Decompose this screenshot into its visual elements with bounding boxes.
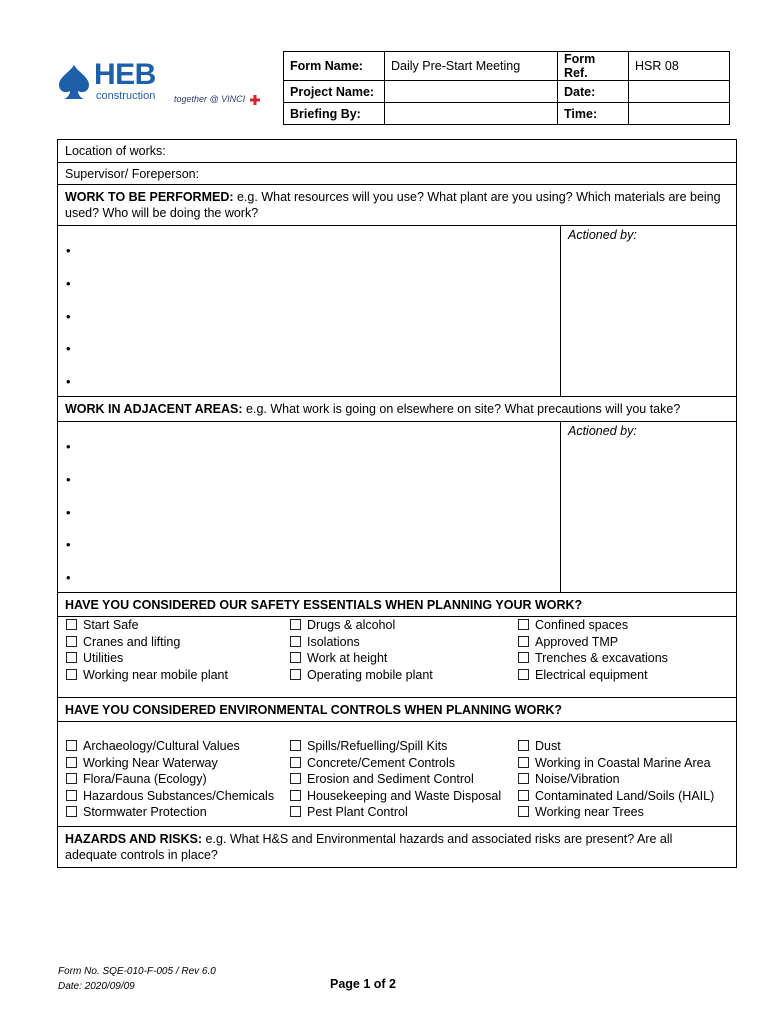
checklist-label: Erosion and Sediment Control [307, 772, 474, 786]
safety-header [58, 593, 736, 617]
checkbox[interactable] [518, 669, 529, 680]
checkbox[interactable] [66, 740, 77, 751]
checkbox[interactable] [66, 669, 77, 680]
checkbox[interactable] [66, 652, 77, 663]
spade-icon [58, 64, 90, 100]
checkbox[interactable] [66, 757, 77, 768]
checkbox[interactable] [66, 636, 77, 647]
checkbox[interactable] [518, 652, 529, 663]
checkbox[interactable] [518, 636, 529, 647]
environment-title: HAVE YOU CONSIDERED ENVIRONMENTAL CONTROLS WHEN PLANNING WORK? [65, 703, 563, 717]
header-table [283, 51, 730, 125]
checklist-label: Noise/Vibration [535, 772, 620, 786]
checklist-label: Dust [535, 739, 561, 753]
project-name-label: Project Name: [284, 81, 385, 103]
checklist-label: Utilities [83, 651, 124, 665]
checkbox[interactable] [290, 652, 301, 663]
checklist-label: Working Near Waterway [83, 755, 218, 770]
checklist-label: Archaeology/Cultural Values [83, 739, 240, 753]
checkbox[interactable] [290, 757, 301, 768]
checklist-item[interactable] [290, 634, 433, 651]
checklist-label: Isolations [307, 634, 360, 649]
work-performed-text [65, 189, 728, 221]
page-number: Page 1 of 2 [330, 977, 396, 991]
form-number: Form No. SQE-010-F-005 / Rev 6.0 [58, 966, 216, 977]
project-name-field[interactable] [385, 81, 558, 103]
checklist-label: Work at height [307, 651, 388, 665]
checklist-item[interactable] [66, 617, 228, 634]
checklist-item[interactable] [66, 634, 228, 651]
bullet-point[interactable]: • [66, 243, 71, 258]
adjacent-prompt: e.g. What work is going on elsewhere on site? What precautions will you take? [242, 402, 681, 416]
form-name-value: Daily Pre-Start Meeting [385, 52, 558, 81]
checkbox[interactable] [518, 619, 529, 630]
checklist-label: Drugs & alcohol [307, 618, 396, 632]
column-divider [560, 226, 561, 396]
meeting-form [57, 139, 737, 868]
safety-checklist [58, 617, 736, 698]
time-field[interactable] [629, 103, 730, 125]
adjacent-header [58, 397, 736, 422]
checklist-label: Contaminated Land/Soils (HAIL) [535, 788, 715, 803]
hazards-prompt: e.g. What H&S and Environmental hazards and associated risks are present? Are all adequate controls in place? [65, 832, 673, 862]
checklist-item[interactable] [518, 650, 668, 667]
checkbox[interactable] [518, 773, 529, 784]
checkbox[interactable] [518, 740, 529, 751]
logo-brand: HEB [94, 58, 156, 91]
briefing-by-label: Briefing By: [284, 103, 385, 125]
heb-logo [58, 60, 268, 110]
checklist-item[interactable] [66, 788, 274, 805]
hazards-title: HAZARDS AND RISKS: [65, 832, 203, 846]
checklist-item[interactable] [290, 755, 501, 772]
hazards-row[interactable] [58, 827, 736, 867]
date-field[interactable] [629, 81, 730, 103]
checklist-item[interactable] [290, 667, 433, 684]
checklist-label: Concrete/Cement Controls [307, 755, 455, 770]
checklist-item[interactable] [290, 650, 433, 667]
checklist-item[interactable] [518, 738, 714, 755]
bullet-point[interactable]: • [66, 309, 71, 324]
checkbox[interactable] [66, 806, 77, 817]
adjacent-area[interactable] [58, 422, 736, 593]
briefing-by-field[interactable] [385, 103, 558, 125]
checklist-item[interactable] [66, 650, 228, 667]
bullet-point[interactable]: • [66, 374, 71, 389]
form-name-label: Form Name: [284, 52, 385, 81]
checklist-item[interactable] [66, 667, 228, 684]
checkbox[interactable] [66, 790, 77, 801]
date-label: Date: [558, 81, 629, 103]
checkbox[interactable] [518, 806, 529, 817]
checklist-item[interactable] [66, 755, 274, 772]
checklist-item[interactable] [290, 788, 501, 805]
checklist-label: Operating mobile plant [307, 667, 433, 682]
checklist-item[interactable] [290, 804, 501, 821]
checkbox[interactable] [290, 806, 301, 817]
checkbox[interactable] [290, 790, 301, 801]
checklist-label: Housekeeping and Waste Disposal [307, 788, 502, 803]
location-row[interactable] [58, 140, 736, 163]
checklist-item[interactable] [518, 755, 714, 772]
checkbox[interactable] [290, 636, 301, 647]
checkbox[interactable] [66, 619, 77, 630]
adjacent-text [65, 402, 680, 416]
actioned-by-label: Actioned by: [568, 424, 637, 438]
checklist-label: Trenches & excavations [535, 651, 668, 665]
checkbox[interactable] [290, 619, 301, 630]
checkbox[interactable] [290, 669, 301, 680]
form-footer-info [58, 964, 216, 994]
bullet-point[interactable]: • [66, 472, 71, 487]
checklist-item[interactable] [518, 771, 714, 788]
checklist-item[interactable] [66, 738, 274, 755]
vinci-cross-icon [250, 95, 260, 105]
checklist-label: Cranes and lifting [83, 634, 181, 649]
hazards-text [65, 831, 728, 863]
logo-partner [174, 94, 260, 105]
logo-partner-text: together @ VINCI [174, 94, 246, 104]
bullet-point[interactable]: • [66, 537, 71, 552]
checklist-item[interactable] [66, 771, 274, 788]
work-performed-header [58, 185, 736, 226]
checklist-item[interactable] [518, 667, 668, 684]
bullet-point[interactable]: • [66, 570, 71, 585]
checklist-label: Working in Coastal Marine Area [535, 755, 711, 770]
checklist-item[interactable] [290, 771, 501, 788]
checkbox[interactable] [290, 740, 301, 751]
checklist-item[interactable] [518, 617, 668, 634]
checklist-label: Start Safe [83, 618, 139, 632]
form-date: Date: 2020/09/09 [58, 981, 135, 992]
checklist-label: Approved TMP [535, 634, 619, 649]
logo-subtitle: construction [96, 90, 156, 102]
work-performed-area[interactable] [58, 226, 736, 397]
safety-title: HAVE YOU CONSIDERED OUR SAFETY ESSENTIALS WHEN PLANNING YOUR WORK? [65, 598, 583, 612]
form-ref-value: HSR 08 [629, 52, 730, 81]
checklist-label: Electrical equipment [535, 667, 648, 682]
checklist-label: Flora/Fauna (Ecology) [83, 772, 207, 786]
environment-checklist [58, 722, 736, 827]
checklist-label: Pest Plant Control [307, 805, 408, 819]
checklist-item[interactable] [518, 634, 668, 651]
environment-header [58, 698, 736, 722]
checklist-label: Stormwater Protection [83, 805, 207, 819]
location-label: Location of works: [65, 144, 166, 158]
bullet-point[interactable]: • [66, 439, 71, 454]
checklist-label: Confined spaces [535, 618, 629, 632]
checklist-label: Hazardous Substances/Chemicals [83, 788, 275, 803]
form-ref-label: Form Ref. [558, 52, 629, 81]
bullet-point[interactable]: • [66, 341, 71, 356]
checkbox[interactable] [290, 773, 301, 784]
checklist-item[interactable] [518, 804, 714, 821]
checklist-item[interactable] [518, 788, 714, 805]
bullet-point[interactable]: • [66, 276, 71, 291]
checklist-label: Spills/Refuelling/Spill Kits [307, 739, 448, 753]
column-divider [560, 422, 561, 592]
actioned-by-label: Actioned by: [568, 228, 637, 242]
time-label: Time: [558, 103, 629, 125]
bullet-point[interactable]: • [66, 505, 71, 520]
checkbox[interactable] [518, 790, 529, 801]
checkbox[interactable] [518, 757, 529, 768]
checklist-item[interactable] [290, 617, 433, 634]
checklist-label: Working near mobile plant [83, 667, 228, 682]
checklist-item[interactable] [66, 804, 274, 821]
checklist-label: Working near Trees [535, 805, 644, 819]
checklist-item[interactable] [290, 738, 501, 755]
work-performed-title: WORK TO BE PERFORMED: [65, 190, 234, 204]
supervisor-row[interactable] [58, 163, 736, 185]
work-performed-prompt: e.g. What resources will you use? What plant are you using? Which materials are being used? Who will be doing the work? [65, 190, 721, 220]
checkbox[interactable] [66, 773, 77, 784]
supervisor-label: Supervisor/ Foreperson: [65, 167, 200, 181]
adjacent-title: WORK IN ADJACENT AREAS: [65, 402, 243, 416]
